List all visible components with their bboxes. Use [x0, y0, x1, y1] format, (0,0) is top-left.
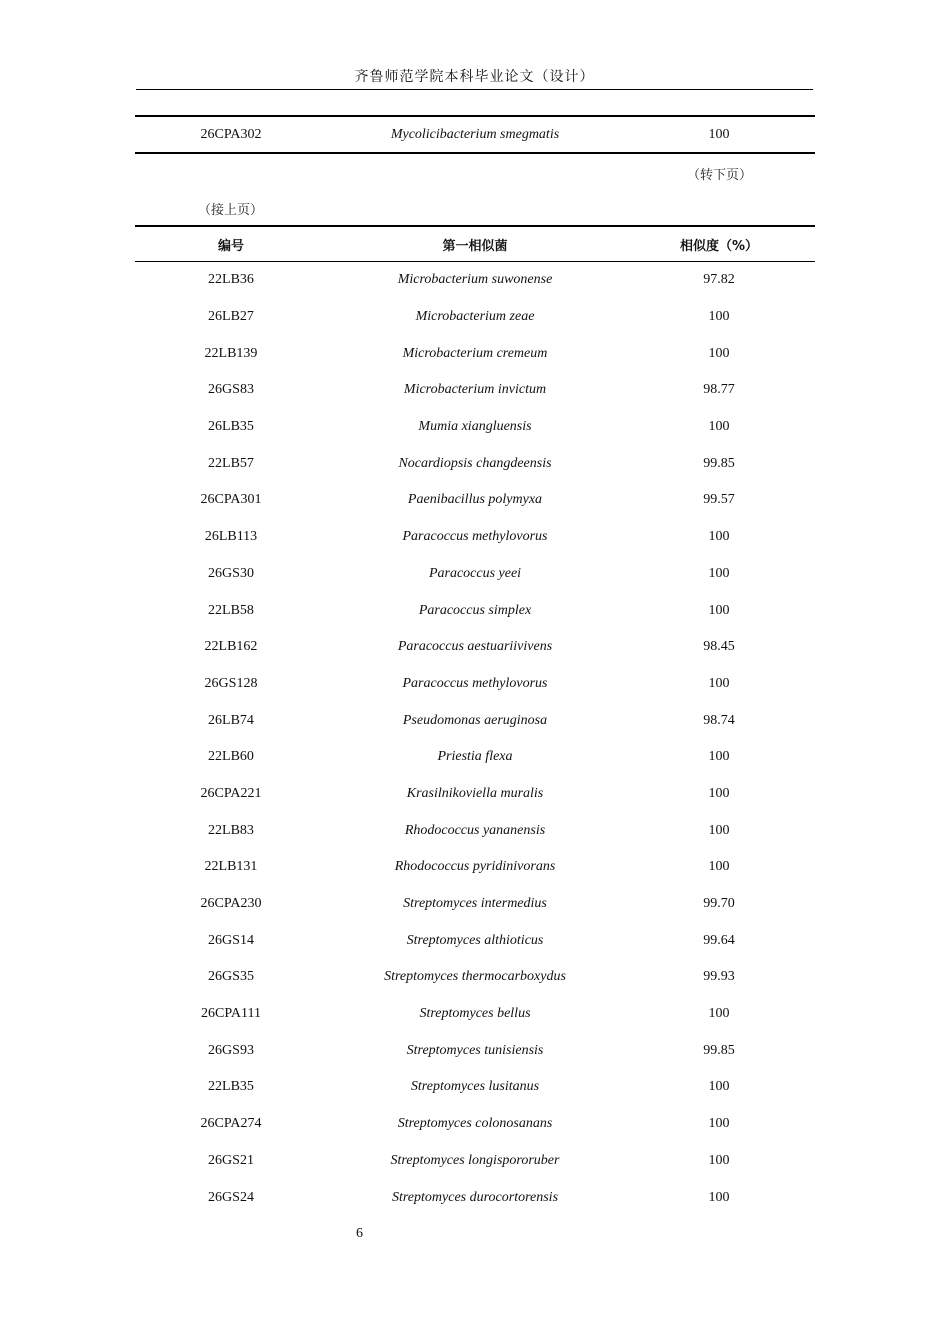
page-number: 6	[356, 1226, 363, 1241]
table-row	[135, 666, 815, 703]
header-species: 第一相似菌	[442, 238, 508, 254]
cell-similarity: 98.74	[703, 712, 735, 728]
cell-species: Streptomyces colonosanans	[397, 1116, 553, 1132]
table-row	[135, 409, 815, 446]
cell-id: 26GS21	[208, 1152, 254, 1168]
cell-similarity: 97.82	[703, 272, 735, 288]
table-body	[135, 262, 815, 1216]
cell-species: Pseudomonas aeruginosa	[402, 712, 548, 728]
cell-id: 26LB113	[204, 529, 258, 545]
cell-similarity: 100	[708, 419, 730, 435]
cell-id: 26GS35	[208, 969, 254, 985]
top-table	[135, 115, 815, 154]
cell-similarity: 100	[708, 309, 730, 325]
cell-id: 22LB139	[204, 345, 258, 361]
cell-id: 22LB57	[208, 455, 254, 471]
table-row	[135, 262, 815, 299]
cell-similarity: 100	[708, 565, 730, 581]
cell-species: Paracoccus simplex	[418, 602, 532, 618]
cell-id: 26GS24	[208, 1189, 254, 1205]
cell-species: Streptomyces bellus	[419, 1006, 531, 1022]
table-row	[135, 1143, 815, 1180]
cell-species: Streptomyces thermocarboxydus	[384, 969, 566, 985]
cell-similarity: 100	[708, 749, 730, 765]
cell-id: 26GS128	[204, 675, 258, 691]
table-row	[135, 959, 815, 996]
cell-id: 22LB36	[208, 272, 254, 288]
cell-id: 22LB60	[208, 749, 254, 765]
cell-species: Mycolicibacterium smegmatis	[390, 126, 560, 142]
cell-species: Streptomyces longispororuber	[390, 1152, 560, 1168]
cell-id: 26CPA221	[200, 785, 262, 801]
page-header: 齐鲁师范学院本科毕业论文（设计）	[136, 66, 813, 90]
cell-species: Streptomyces lusitanus	[410, 1079, 540, 1095]
cell-similarity: 99.85	[703, 1042, 735, 1058]
cell-species: Krasilnikoviella muralis	[406, 785, 544, 801]
cell-similarity: 100	[708, 1152, 730, 1168]
cell-species: Priestia flexa	[437, 749, 513, 765]
table-row	[135, 812, 815, 849]
cell-species: Microbacterium cremeum	[402, 345, 548, 361]
header-similarity: 相似度（%）	[679, 238, 759, 254]
cell-id: 26LB27	[208, 309, 254, 325]
cell-id: 26GS14	[208, 932, 254, 948]
continued-from-note: （接上页）	[198, 203, 264, 218]
cell-similarity: 100	[708, 822, 730, 838]
cell-id: 26CPA301	[200, 492, 262, 508]
cell-similarity: 100	[708, 1006, 730, 1022]
cell-id: 26GS93	[208, 1042, 254, 1058]
cell-similarity: 99.64	[703, 932, 735, 948]
table-row	[135, 372, 815, 409]
table-row	[135, 1106, 815, 1143]
cell-id: 22LB58	[208, 602, 254, 618]
top-table-bottom-rule	[135, 152, 815, 154]
cell-id: 26CPA274	[200, 1116, 262, 1132]
continued-next-note: （转下页）	[687, 168, 753, 183]
table-row	[135, 299, 815, 336]
cell-species: Microbacterium zeae	[415, 309, 535, 325]
cell-similarity: 98.77	[703, 382, 735, 398]
cell-similarity: 98.45	[703, 639, 735, 655]
table-row	[135, 556, 815, 593]
table-row	[135, 519, 815, 556]
table-header-row	[135, 227, 815, 261]
table-row	[135, 335, 815, 372]
header-id: 编号	[217, 238, 244, 254]
cell-id: 22LB162	[204, 639, 258, 655]
table-row	[135, 592, 815, 629]
cell-species: Mumia xiangluensis	[418, 419, 532, 435]
cell-species: Streptomyces intermedius	[403, 896, 547, 912]
cell-species: Microbacterium suwonense	[397, 272, 553, 288]
cell-species: Microbacterium invictum	[403, 382, 547, 398]
cell-similarity: 99.85	[703, 455, 735, 471]
cell-species: Paracoccus aestuariivivens	[397, 639, 553, 655]
cell-similarity: 100	[708, 529, 730, 545]
cell-species: Paracoccus methylovorus	[402, 675, 548, 691]
table-row	[135, 482, 815, 519]
cell-similarity: 100	[708, 675, 730, 691]
cell-similarity: 100	[708, 1189, 730, 1205]
cell-species: Paracoccus methylovorus	[402, 529, 548, 545]
table-row	[135, 1179, 815, 1216]
cell-similarity: 99.57	[703, 492, 735, 508]
cell-species: Streptomyces durocortorensis	[391, 1189, 559, 1205]
table-row	[135, 1032, 815, 1069]
cell-similarity: 99.93	[703, 969, 735, 985]
cell-species: Paenibacillus polymyxa	[407, 492, 543, 508]
table-row	[135, 996, 815, 1033]
cell-similarity: 100	[708, 1116, 730, 1132]
cell-id: 26CPA111	[201, 1006, 261, 1022]
main-table	[135, 225, 815, 1216]
cell-id: 26CPA302	[200, 126, 262, 142]
cell-species: Rhodococcus yananensis	[404, 822, 546, 838]
table-row	[135, 702, 815, 739]
cell-id: 26LB74	[208, 712, 254, 728]
cell-id: 26GS30	[208, 565, 254, 581]
table-row	[135, 739, 815, 776]
cell-similarity: 100	[708, 345, 730, 361]
table-row	[135, 629, 815, 666]
cell-species: Streptomyces tunisiensis	[406, 1042, 544, 1058]
table-row	[135, 117, 815, 152]
cell-id: 22LB83	[208, 822, 254, 838]
cell-similarity: 100	[708, 602, 730, 618]
cell-similarity: 100	[708, 1079, 730, 1095]
cell-similarity: 99.70	[703, 896, 735, 912]
table-row	[135, 776, 815, 813]
table-row	[135, 445, 815, 482]
cell-similarity: 100	[708, 126, 730, 142]
cell-similarity: 100	[708, 859, 730, 875]
cell-similarity: 100	[708, 785, 730, 801]
table-row	[135, 886, 815, 923]
table-row	[135, 922, 815, 959]
cell-species: Nocardiopsis changdeensis	[398, 455, 552, 471]
table-row	[135, 1069, 815, 1106]
cell-id: 22LB35	[208, 1079, 254, 1095]
cell-id: 22LB131	[204, 859, 258, 875]
cell-species: Rhodococcus pyridinivorans	[394, 859, 556, 875]
table-row	[135, 849, 815, 886]
cell-species: Paracoccus yeei	[428, 565, 522, 581]
cell-id: 26LB35	[208, 419, 254, 435]
cell-species: Streptomyces althioticus	[406, 932, 544, 948]
cell-id: 26CPA230	[200, 896, 262, 912]
cell-id: 26GS83	[208, 382, 254, 398]
